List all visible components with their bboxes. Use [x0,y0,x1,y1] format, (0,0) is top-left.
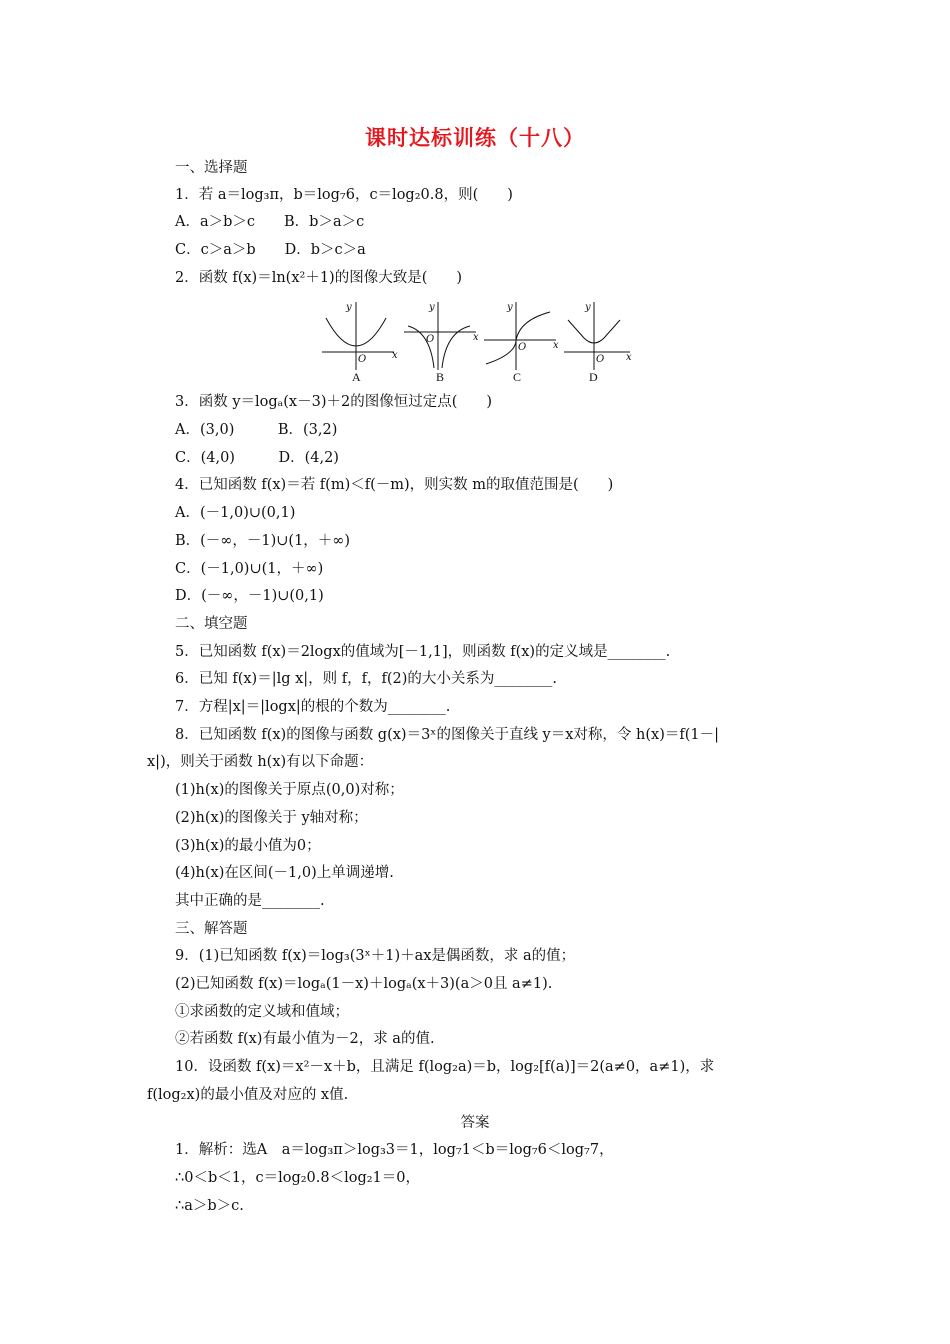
text-line-q9: 9．(1)已知函数 f(x)＝log₃(3ˣ＋1)＋ax是偶函数，求 a的值； [175,948,576,964]
text-line-q4b: B．(－∞，－1)∪(1，＋∞) [175,533,351,549]
text-line-q10: 10．设函数 f(x)＝x²－x＋b，且满足 f(log₂a)＝b，log₂[f(a)]＝2(a≠0，a≠1)，求 [175,1059,715,1075]
text-line-q3a: A．(3,0) B．(3,2) [175,422,338,438]
text-line-q8d: (2)h(x)的图像关于 y轴对称； [175,810,368,826]
text-line-q9d: ②若函数 f(x)有最小值为－2，求 a的值. [175,1031,435,1047]
graph-d-origin: O [596,354,605,365]
text-line-q10b: f(log₂x)的最小值及对应的 x值. [147,1087,349,1103]
text-line-q3c: C．(4,0) D．(4,2) [175,450,339,466]
text-line-q4d: D．(－∞，－1)∪(0,1) [175,588,324,604]
text-line-q6: 6．已知 f(x)＝|lg x|，则 f，f，f(2)的大小关系为________. [175,671,558,687]
graph-a-label: A [352,370,361,384]
graph-a-origin: O [358,354,367,365]
graph-c [484,302,559,370]
text-line-q8c: (1)h(x)的图像关于原点(0,0)对称； [175,782,404,798]
text-line-q4a: A．(－1,0)∪(0,1) [175,505,296,521]
text-line-ans: 答案 [460,1115,490,1131]
text-line-q7: 7．方程|x|＝|logx|的根的个数为________. [175,699,451,715]
graph-d-label: D [589,370,598,384]
text-line-q8f: (4)h(x)在区间(－1,0)上单调递增. [175,865,394,881]
text-line-q4: 4．已知函数 f(x)＝若 f(m)＜f(－m)，则实数 m的取值范围是( ) [175,477,614,493]
graph-c-label: C [513,370,522,384]
text-line-sec2: 二、填空题 [175,616,248,632]
graph-b-x-label: x [473,332,479,343]
text-line-q8b: x|)，则关于函数 h(x)有以下命题： [147,754,374,770]
text-line-q1c: C．c＞a＞b D．b＞c＞a [175,242,366,258]
graph-c-y-label: y [507,302,513,313]
graph-a-x-label: x [392,350,398,361]
text-line-sec1: 一、选择题 [175,160,248,176]
option-graphs-figure [316,296,636,386]
text-line-a1b: ∴0＜b＜1，c＝log₂0.8＜log₂1＝0， [175,1170,421,1186]
text-line-q8e: (3)h(x)的最小值为0； [175,838,321,854]
text-line-a1c: ∴a＞b＞c. [175,1198,244,1214]
graph-b-y-label: y [429,302,435,313]
text-line-q8g: 其中正确的是________. [175,893,325,909]
page-title: 课时达标训练（十八） [365,125,585,150]
text-line-q8: 8．已知函数 f(x)的图像与函数 g(x)＝3ˣ的图像关于直线 y＝x对称，令 h(x)＝f(1－| [175,727,719,743]
text-line-q9b: (2)已知函数 f(x)＝logₐ(1－x)＋logₐ(x＋3)(a＞0且 a≠1). [175,976,553,992]
graph-b [404,302,479,370]
text-line-q2: 2．函数 f(x)＝ln(x²＋1)的图像大致是( ) [175,270,463,286]
graph-c-x-label: x [553,340,559,351]
text-line-q9c: ①求函数的定义域和值域； [175,1004,349,1020]
text-line-a1: 1．解析：选A a＝log₃π＞log₃3＝1，log₇1＜b＝log₇6＜log₇7， [175,1142,614,1158]
text-line-q4c: C．(－1,0)∪(1，＋∞) [175,561,324,577]
text-line-sec3: 三、解答题 [175,921,248,937]
graph-b-label: B [436,370,445,384]
text-line-q1: 1．若 a＝log₃π，b＝log₇6，c＝log₂0.8，则( ) [175,187,513,203]
graph-b-origin: O [426,334,435,345]
graph-d-x-label: x [626,352,632,363]
text-line-q5: 5．已知函数 f(x)＝2logx的值域为[－1,1]，则函数 f(x)的定义域是________. [175,644,671,660]
graph-d-y-label: y [585,302,591,313]
graph-a-y-label: y [346,302,352,313]
graph-d [564,302,632,370]
text-line-q1a: A．a＞b＞c B．b＞a＞c [175,214,365,230]
text-line-q3: 3．函数 y＝logₐ(x－3)＋2的图像恒过定点( ) [175,394,493,410]
graph-a [322,302,398,370]
graph-c-origin: O [518,342,527,353]
